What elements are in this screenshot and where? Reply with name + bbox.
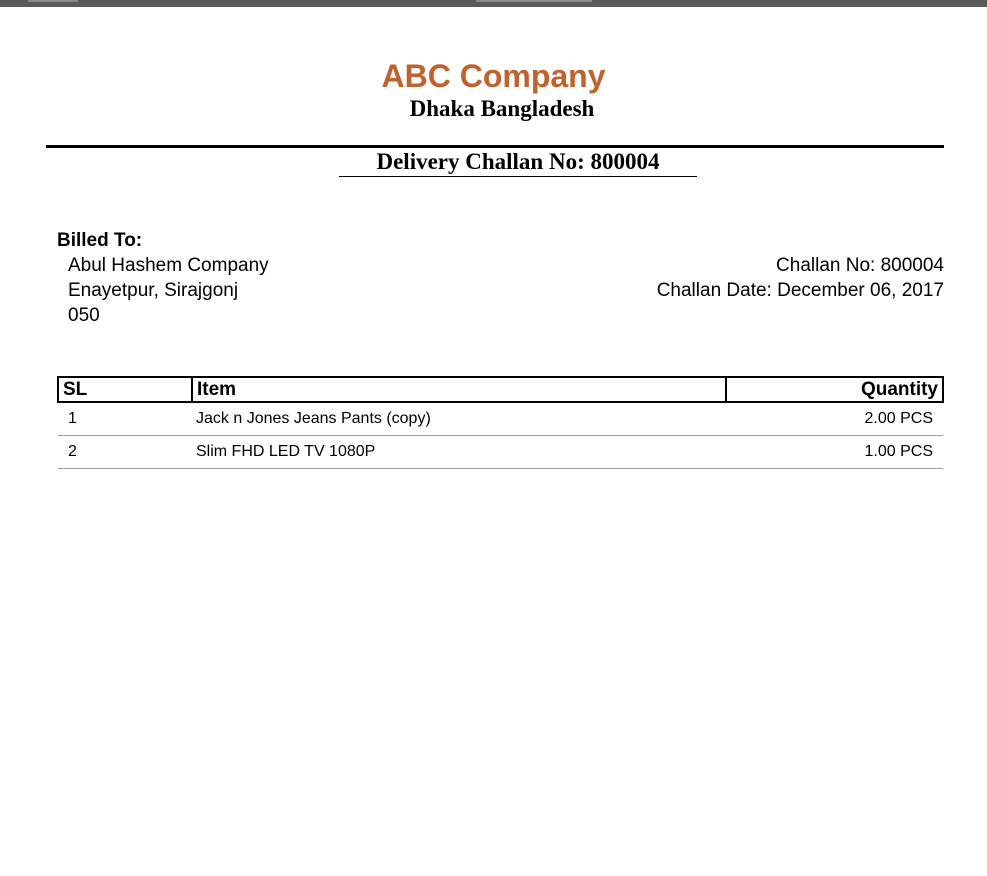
viewer-top-bar: [0, 0, 987, 7]
table-header-row: [58, 377, 943, 402]
billed-to-code: 050: [68, 305, 100, 326]
column-header-quantity: Quantity: [726, 377, 943, 402]
row-quantity: 1.00 PCS: [726, 436, 943, 469]
challan-number: Challan No: 800004: [776, 255, 944, 276]
column-header-item: Item: [192, 377, 726, 402]
company-name: ABC Company: [381, 58, 606, 94]
row-quantity: 2.00 PCS: [726, 402, 943, 436]
row-sl: 2: [58, 436, 192, 469]
toolbar-tab-indicator: [28, 0, 78, 2]
billed-to-address: Enayetpur, Sirajgonj: [68, 280, 239, 301]
items-table: [57, 376, 944, 469]
company-address: Dhaka Bangladesh: [409, 96, 595, 121]
billed-to-name: Abul Hashem Company: [68, 255, 269, 276]
challan-title: Delivery Challan No: 800004: [339, 148, 697, 177]
row-item: Jack n Jones Jeans Pants (copy): [192, 402, 726, 436]
row-item: Slim FHD LED TV 1080P: [192, 436, 726, 469]
challan-date: Challan Date: December 06, 2017: [656, 280, 944, 301]
billed-to-label: Billed To:: [57, 230, 143, 251]
table-row: [58, 436, 943, 469]
toolbar-tab-indicator: [476, 0, 592, 2]
table-row: [58, 402, 943, 436]
column-header-sl: SL: [58, 377, 192, 402]
row-sl: 1: [58, 402, 192, 436]
